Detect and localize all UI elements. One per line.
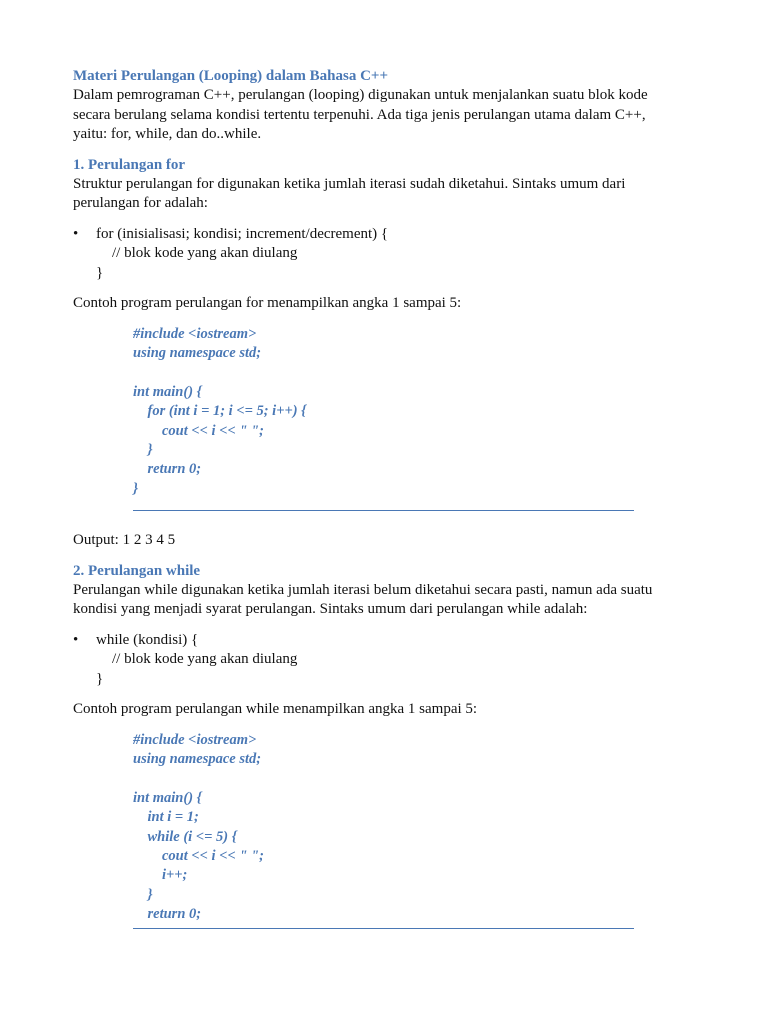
syntax-line: } xyxy=(96,264,104,281)
code-line: using namespace std; xyxy=(133,751,262,768)
code-line: for (int i = 1; i <= 5; i++) { xyxy=(133,403,307,420)
intro-line: secara berulang selama kondisi tertentu terpenuhi. Ada tiga jenis perulangan utama dalam C++, xyxy=(73,106,646,123)
while-code-block xyxy=(133,731,634,929)
code-line: cout << i << " "; xyxy=(133,848,264,865)
code-line xyxy=(133,363,634,382)
for-syntax-bullet xyxy=(73,225,703,284)
intro-paragraph xyxy=(73,86,703,145)
intro-line: yaitu: for, while, dan do..while. xyxy=(73,126,262,142)
code-line: int main() { xyxy=(133,789,202,806)
code-line: #include <iostream> xyxy=(133,325,257,342)
syntax-line: for (inisialisasi; kondisi; increment/decrement) { xyxy=(96,225,389,242)
document-page xyxy=(73,66,703,929)
syntax-line: } xyxy=(96,670,104,687)
for-description xyxy=(73,175,703,214)
syntax-line: while (kondisi) { xyxy=(96,631,199,648)
bullet-icon: • xyxy=(73,225,79,242)
code-line: return 0; xyxy=(133,906,202,923)
code-line: i++; xyxy=(133,867,188,884)
for-code-block xyxy=(133,325,634,512)
for-description-line: perulangan for adalah: xyxy=(73,195,208,211)
section-heading-while: 2. Perulangan while xyxy=(73,562,201,579)
intro-line: Dalam pemrograman C++, perulangan (looping) digunakan untuk menjalankan suatu blok kode xyxy=(73,87,648,103)
for-output: Output: 1 2 3 4 5 xyxy=(73,532,176,549)
bullet-icon: • xyxy=(73,631,79,648)
code-line: int main() { xyxy=(133,383,202,400)
while-example-intro: Contoh program perulangan while menampilkan angka 1 sampai 5: xyxy=(73,701,478,718)
code-line: } xyxy=(133,886,153,903)
code-line: } xyxy=(133,480,139,497)
syntax-line: // blok kode yang akan diulang xyxy=(112,651,298,668)
while-syntax-bullet xyxy=(73,631,703,690)
while-description-line: kondisi yang menjadi syarat perulangan. Sintaks umum dari perulangan while adalah: xyxy=(73,601,588,618)
syntax-line: // blok kode yang akan diulang xyxy=(112,245,298,261)
code-line: #include <iostream> xyxy=(133,731,257,748)
for-example-intro: Contoh program perulangan for menampilkan angka 1 sampai 5: xyxy=(73,295,462,311)
for-description-line: Struktur perulangan for digunakan ketika jumlah iterasi sudah diketahui. Sintaks umum dari xyxy=(73,175,626,192)
code-line: while (i <= 5) { xyxy=(133,828,237,845)
code-line: int i = 1; xyxy=(133,809,199,826)
while-description xyxy=(73,581,703,620)
code-line: } xyxy=(133,441,153,458)
code-line: return 0; xyxy=(133,461,202,478)
code-line: cout << i << " "; xyxy=(133,422,264,439)
document-title: Materi Perulangan (Looping) dalam Bahasa C++ xyxy=(73,68,389,84)
code-line xyxy=(133,769,634,788)
while-description-line: Perulangan while digunakan ketika jumlah iterasi belum diketahui secara pasti, namun ada suatu xyxy=(73,581,653,598)
code-line: using namespace std; xyxy=(133,344,262,361)
section-heading-for: 1. Perulangan for xyxy=(73,156,186,173)
